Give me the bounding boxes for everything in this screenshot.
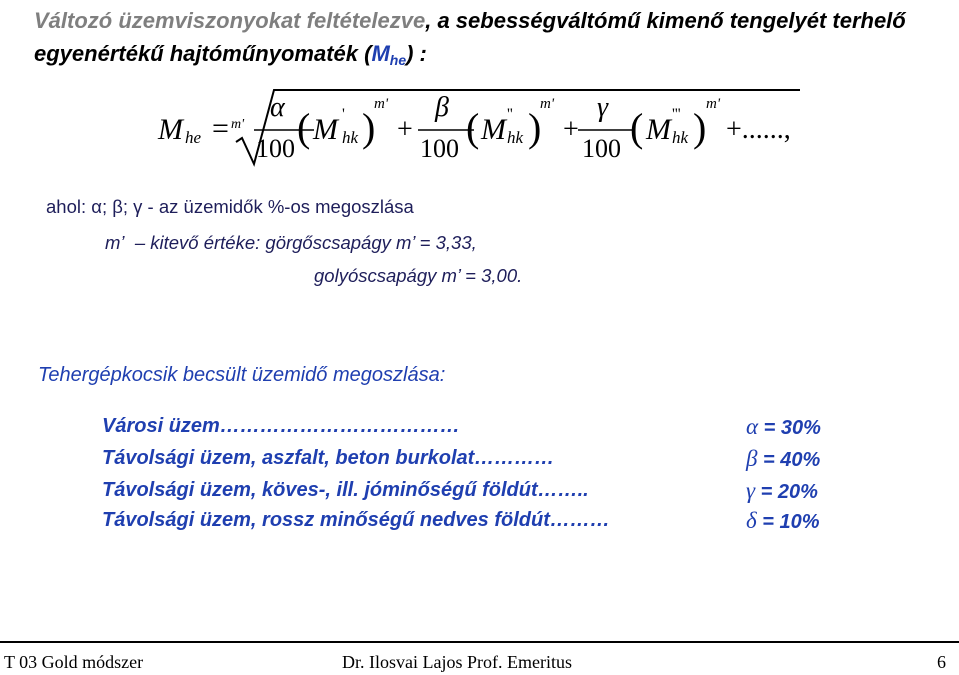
- title-part1: Változó üzemviszonyokat feltételezve: [34, 8, 426, 33]
- formula-m-3: M: [646, 113, 671, 146]
- formula-root-index: m': [231, 117, 245, 132]
- formula-paren-open-1: (: [297, 105, 311, 150]
- formula-alpha: α: [270, 92, 285, 123]
- formula-denominator-2: 100: [420, 134, 459, 163]
- truck-row-label-4: Távolsági üzem, rossz minőségű nedves földút………: [102, 509, 610, 531]
- formula-m-2: M: [481, 113, 506, 146]
- truck-row-value-2: β = 40%: [746, 446, 821, 471]
- footer-page-number: 6: [937, 652, 946, 672]
- formula-lhs: M: [158, 113, 183, 146]
- formula-plus-1: +: [397, 114, 413, 145]
- explanation-line-1: ahol: α; β; γ - az üzemidők %-os megoszlása: [46, 196, 414, 217]
- formula-gamma: γ: [597, 92, 609, 123]
- formula-paren-close-1: ): [362, 105, 376, 150]
- truck-row-label-3: Távolsági üzem, köves-, ill. jóminőségű földút……..: [102, 479, 589, 501]
- formula-denominator-1: 100: [256, 134, 295, 163]
- footer-left: T 03 Gold módszer: [4, 652, 144, 672]
- formula-sub-3: hk: [672, 128, 689, 147]
- formula-equals: =: [212, 112, 229, 145]
- explanation-line-2: m’ – kitevő értéke: görgőscsapágy m’ = 3,33,: [105, 232, 477, 253]
- truck-row-value-4: δ = 10%: [746, 508, 820, 533]
- formula-denominator-3: 100: [582, 134, 621, 163]
- formula-lhs-sub: he: [185, 128, 202, 147]
- footer-center: Dr. Ilosvai Lajos Prof. Emeritus: [342, 652, 572, 672]
- formula-ellipsis: +......,: [726, 114, 791, 145]
- formula-sub-2: hk: [507, 128, 524, 147]
- title-part3: ) :: [406, 41, 427, 66]
- formula-exp-1: m': [374, 96, 389, 112]
- formula-sub-1: hk: [342, 128, 359, 147]
- truck-row-label-1: Városi üzem………………………………: [102, 415, 460, 437]
- title-symbol: $M_{he}$: [371, 41, 407, 68]
- slide-title: [34, 4, 934, 77]
- truck-row-value-3: γ = 20%: [746, 478, 818, 503]
- formula-plus-2: +: [563, 114, 579, 145]
- formula-exp-2: m': [540, 96, 555, 112]
- formula-paren-close-2: ): [528, 105, 542, 150]
- formula-exp-3: m': [706, 96, 721, 112]
- formula-paren-close-3: ): [693, 105, 707, 150]
- formula-paren-open-2: (: [466, 105, 480, 150]
- footer-divider: [0, 641, 959, 643]
- formula-m-1: M: [313, 113, 338, 146]
- truck-heading: Tehergépkocsik becsült üzemidő megoszlása:: [38, 364, 446, 386]
- explanation-line-3: golyóscsapágy m’ = 3,00.: [314, 265, 523, 286]
- title-part2: , a sebességváltómű kimenő tengelyét terhelő egyenértékű hajtóműnyomaték (: [34, 8, 906, 66]
- truck-row-value-1: α = 30%: [746, 414, 821, 439]
- formula-prime-3: ''': [672, 106, 681, 123]
- formula-prime-1: ': [342, 106, 345, 123]
- truck-row-label-2: Távolsági üzem, aszfalt, beton burkolat…………: [102, 447, 555, 469]
- formula-paren-open-3: (: [630, 105, 644, 150]
- formula-prime-2: '': [507, 106, 513, 123]
- formula-beta: β: [435, 92, 449, 123]
